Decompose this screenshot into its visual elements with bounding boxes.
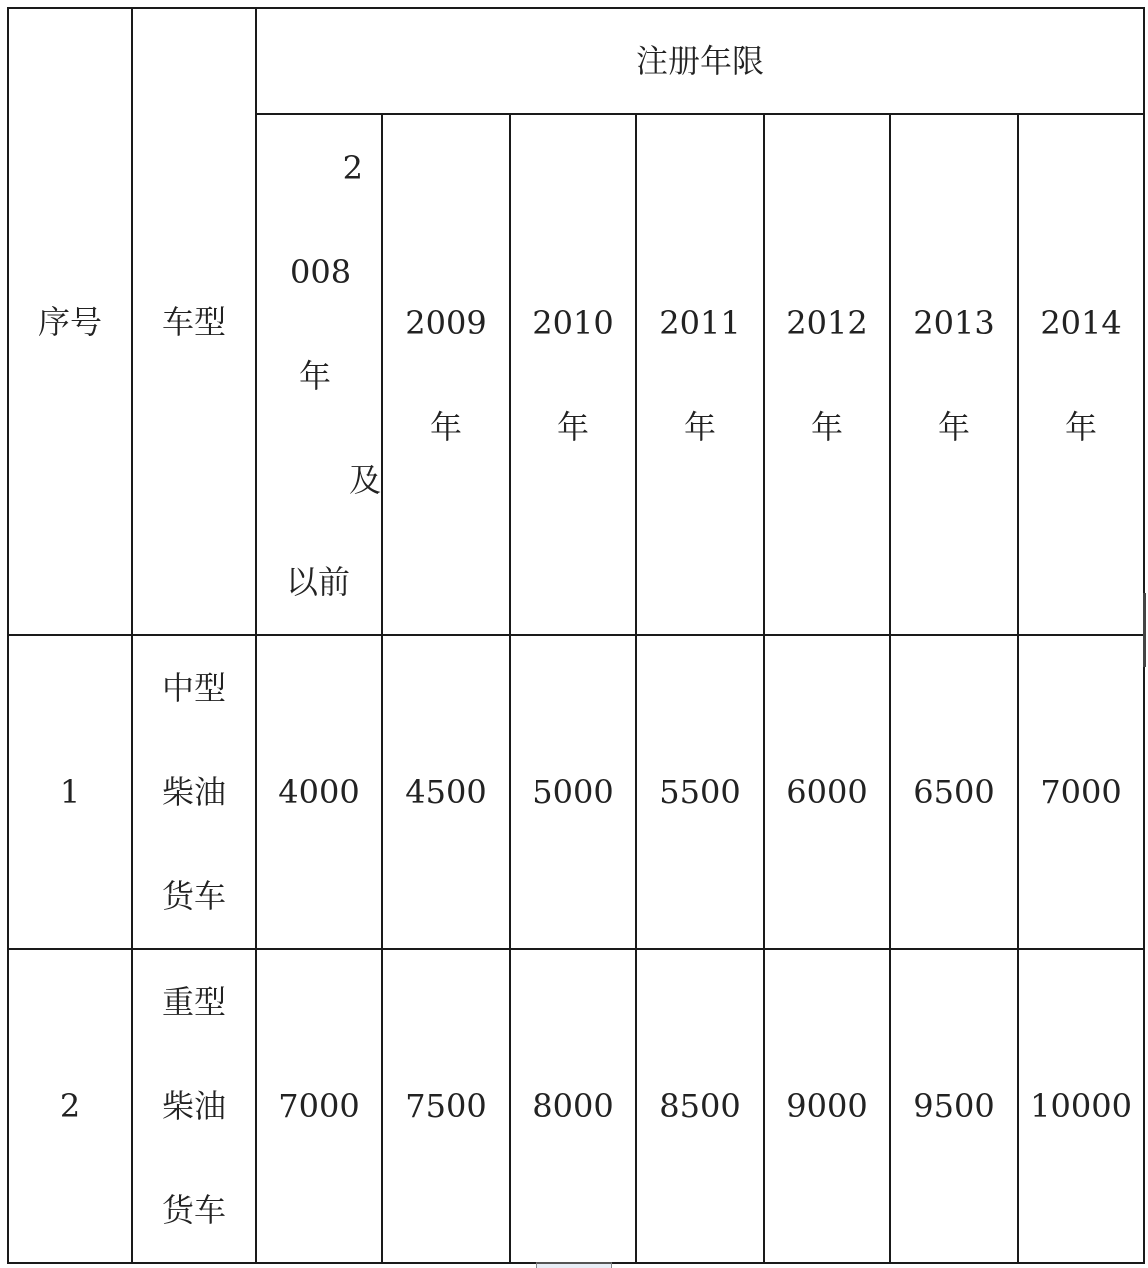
value-text: 4000 (278, 773, 360, 811)
value-cell (382, 949, 510, 1263)
year-header-number: 2013 (913, 303, 995, 342)
value-text: 10000 (1030, 1087, 1132, 1125)
bottom-scroll-tab[interactable] (536, 1262, 612, 1268)
value-text: 7000 (278, 1087, 360, 1125)
row-index-cell (8, 635, 132, 949)
year-header-cell (890, 114, 1018, 635)
value-text: 8500 (659, 1087, 741, 1125)
year-header-number: 2014 (1040, 303, 1122, 342)
value-cell (510, 635, 636, 949)
header-index-label: 序号 (37, 302, 102, 341)
year-header-2008-part: 及 (348, 461, 381, 499)
year-header-cell-2008 (256, 114, 382, 635)
year-header-number: 2011 (659, 303, 741, 342)
header-row-top (8, 8, 1144, 114)
row-model-line: 中型 (161, 669, 226, 707)
value-cell (256, 949, 382, 1263)
value-cell (764, 635, 890, 949)
value-text: 7500 (405, 1087, 487, 1125)
year-header-2008-part: 以前 (286, 563, 351, 601)
row-model-cell (132, 949, 256, 1263)
fee-table (7, 7, 1145, 1264)
row-index: 1 (59, 773, 81, 811)
row-model-line: 重型 (161, 983, 226, 1021)
value-cell (636, 949, 764, 1263)
value-text: 9500 (913, 1087, 995, 1125)
value-text: 4500 (405, 773, 487, 811)
value-text: 7000 (1040, 773, 1122, 811)
year-header-number: 2009 (405, 303, 487, 342)
year-header-2008-text (257, 116, 381, 633)
value-cell (636, 635, 764, 949)
year-header-number: 2012 (786, 303, 868, 342)
table-resize-handle[interactable] (1143, 593, 1146, 667)
year-header-unit: 年 (683, 407, 716, 446)
year-header-cell (1018, 114, 1144, 635)
value-cell (1018, 949, 1144, 1263)
row-index: 2 (59, 1087, 81, 1125)
year-header-unit: 年 (429, 407, 462, 446)
year-header-number: 2010 (532, 303, 614, 342)
year-header-cell (764, 114, 890, 635)
value-text: 5500 (659, 773, 741, 811)
value-cell (1018, 635, 1144, 949)
header-group-cell (256, 8, 1144, 114)
row-index-cell (8, 949, 132, 1263)
value-cell (510, 949, 636, 1263)
value-cell (382, 635, 510, 949)
year-header-unit: 年 (937, 407, 970, 446)
year-header-unit: 年 (556, 407, 589, 446)
value-text: 5000 (532, 773, 614, 811)
value-cell (764, 949, 890, 1263)
row-model-cell (132, 635, 256, 949)
value-text: 8000 (532, 1087, 614, 1125)
header-index-cell (8, 8, 132, 635)
year-header-cell (510, 114, 636, 635)
value-cell (890, 635, 1018, 949)
row-model-line: 柴油 (161, 1087, 226, 1125)
value-text: 6000 (786, 773, 868, 811)
year-header-2008-part: 008 (290, 253, 352, 291)
header-model-label: 车型 (161, 302, 226, 341)
row-model-line: 货车 (161, 1191, 226, 1229)
header-group-label: 注册年限 (636, 42, 765, 80)
year-header-cell (636, 114, 764, 635)
value-cell (256, 635, 382, 949)
row-model-line: 柴油 (161, 773, 226, 811)
table-row (8, 949, 1144, 1263)
value-text: 6500 (913, 773, 995, 811)
year-header-cell (382, 114, 510, 635)
row-model-line: 货车 (161, 877, 226, 915)
value-text: 9000 (786, 1087, 868, 1125)
year-header-unit: 年 (810, 407, 843, 446)
table-row (8, 635, 1144, 949)
year-header-2008-part: 2 (342, 149, 363, 187)
year-header-2008-part: 年 (299, 357, 332, 395)
header-model-cell (132, 8, 256, 635)
year-header-unit: 年 (1065, 407, 1098, 446)
value-cell (890, 949, 1018, 1263)
